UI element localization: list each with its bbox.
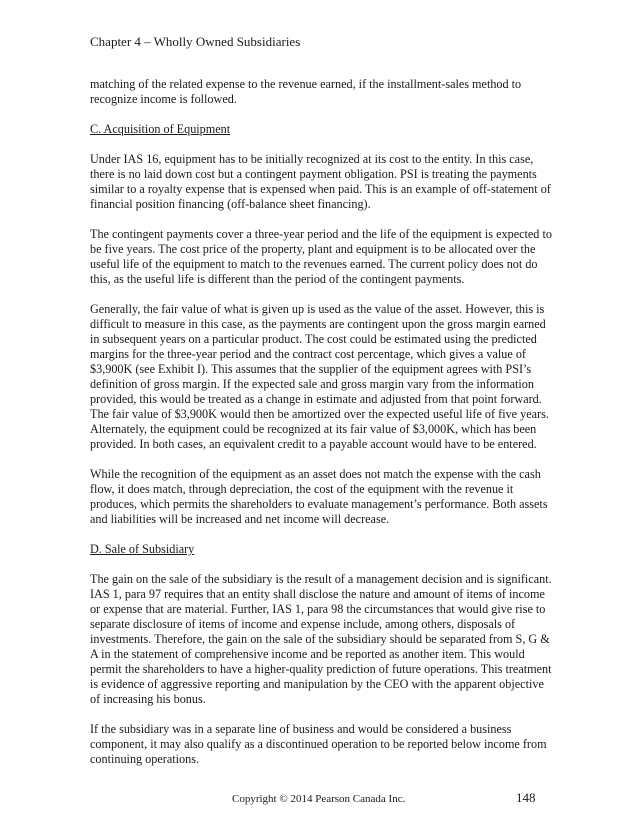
- paragraph-intro: matching of the related expense to the revenue earned, if the installment-sales method to recognize income is followed.: [90, 77, 522, 106]
- page-number: 148: [516, 790, 536, 805]
- section-heading-sale-of-subsidiary: D. Sale of Subsidiary: [90, 542, 195, 556]
- running-header: Chapter 4 – Wholly Owned Subsidiaries: [90, 34, 301, 49]
- section-heading-acquisition-of-equipment: C. Acquisition of Equipment: [90, 122, 231, 136]
- page-body: [90, 77, 552, 782]
- paragraph-discontinued-operation: If the subsidiary was in a separate line of business and would be considered a business component, it may also qualify as a discontinued operation to be reported below income from continuing operations.: [90, 722, 547, 766]
- copyright-notice: Copyright © 2014 Pearson Canada Inc.: [232, 793, 406, 805]
- paragraph-gain-on-sale: The gain on the sale of the subsidiary is the result of a management decision and is significant. IAS 1, para 97 requires that an entity shall disclose the nature and amount of items of income or expense that are material. Further, IAS 1, para 98 the circumstances that would give rise to separate disclosure of items of income and expense include, among others, disposals of investments. Therefore, the gain on the sale of the subsidiary should be separated from S, G & A in the statement of comprehensive income and be reported as another item. This would permit the shareholders to have a higher-quality prediction of future operations. This treatment is evidence of aggressive reporting and manipulation by the CEO with the apparent objective of increasing his bonus.: [90, 572, 552, 706]
- paragraph-contingent-payments: The contingent payments cover a three-year period and the life of the equipment is expected to be five years. The cost price of the property, plant and equipment is to be allocated over the useful life of the equipment to match to the revenues earned. The current policy does not do this, as the useful life is different than the period of the contingent payments.: [90, 227, 552, 286]
- paragraph-ias16-cost: Under IAS 16, equipment has to be initially recognized at its cost to the entity. In this case, there is no laid down cost but a contingent payment obligation. PSI is treating the payments similar to a royalty expense that is expensed when paid. This is an example of off-statement of financial position financing (off-balance sheet financing).: [90, 152, 551, 211]
- paragraph-recognition-asset: While the recognition of the equipment as an asset does not match the expense with the cash flow, it does match, through depreciation, the cost of the equipment with the revenue it produces, which permits the shareholders to evaluate management’s performance. Both assets and liabilities will be increased and net income will decrease.: [90, 467, 548, 526]
- paragraph-fair-value: Generally, the fair value of what is given up is used as the value of the asset. However, this is difficult to measure in this case, as the payments are contingent upon the gross margin earned in subsequent years on a particular product. The cost could be estimated using the predicted margins for the three-year period and the contract cost percentage, which gives a value of $3,900K (see Exhibit I). This assumes that the supplier of the equipment agrees with PSI’s definition of gross margin. If the expected sale and gross margin vary from the information provided, this would be treated as a change in estimate and adjusted from that point forward. The fair value of $3,900K would then be amortized over the expected useful life of five years. Alternately, the equipment could be recognized at its fair value of $3,000K, which has been provided. In both cases, an equivalent credit to a payable account would have to be entered.: [90, 302, 549, 451]
